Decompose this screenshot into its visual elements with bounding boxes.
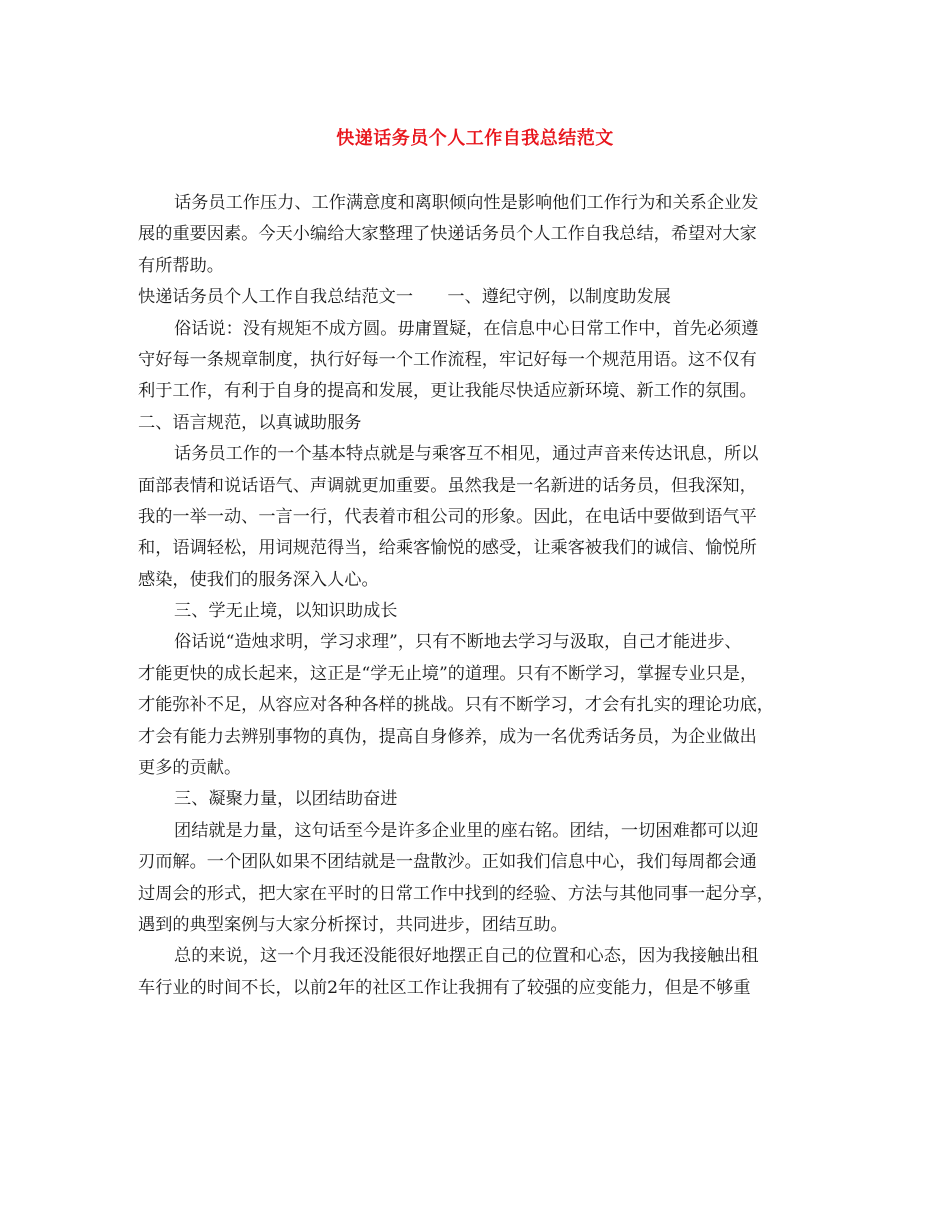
- text-line: 遇到的典型案例与大家分析探讨，共同进步，团结互助。: [138, 914, 568, 935]
- text-line: 面部表情和说话语气、声调就更加重要。虽然我是一名新进的话务员，但我深知，: [138, 475, 757, 496]
- text-line: 俗话说“造烛求明，学习求理”，只有不断地去学习与汲取，自己才能进步、: [174, 632, 742, 653]
- text-line: 我的一举一动、一言一行，代表着市租公司的形象。因此，在电话中要做到语气平: [138, 506, 757, 527]
- text-line: 过周会的形式，把大家在平时的日常工作中找到的经验、方法与其他同事一起分享，: [138, 883, 774, 904]
- text-line: 感染，使我们的服务深入人心。: [138, 569, 379, 590]
- text-line: 更多的贡献。: [138, 758, 242, 779]
- text-line: 快递话务员个人工作自我总结范文一 一、遵纪守例，以制度助发展: [138, 287, 671, 308]
- text-line: 总的来说，这一个月我还没能很好地摆正自己的位置和心态，因为我接触出租: [174, 946, 759, 967]
- text-line: 利于工作，有利于自身的提高和发展，更让我能尽快适应新环境、新工作的氛围。: [138, 381, 757, 402]
- text-line: 展的重要因素。今天小编给大家整理了快递话务员个人工作自我总结，希望对大家: [138, 224, 757, 245]
- text-line: 才能更快的成长起来，这正是“学无止境”的道理。只有不断学习，掌握专业只是，: [138, 663, 758, 684]
- text-line: 刃而解。一个团队如果不团结就是一盘散沙。正如我们信息中心，我们每周都会通: [138, 852, 757, 873]
- text-line: 才会有能力去辨别事物的真伪，提高自身修养，成为一名优秀话务员，为企业做出: [138, 726, 757, 747]
- text-line: 二、语言规范，以真诚助服务: [138, 412, 362, 433]
- text-line: 和，语调轻松，用词规范得当，给乘客愉悦的感受，让乘客被我们的诚信、愉悦所: [138, 538, 757, 559]
- text-line: 三、学无止境，以知识助成长: [174, 601, 398, 622]
- document-title: 快递话务员个人工作自我总结范文: [336, 128, 614, 149]
- text-line: 话务员工作压力、工作满意度和离职倾向性是影响他们工作行为和关系企业发: [174, 193, 759, 213]
- text-line: 才能弥补不足，从容应对各种各样的挑战。只有不断学习，才会有扎实的理论功底，: [138, 695, 774, 716]
- text-line: 有所帮助。: [138, 255, 224, 276]
- text-line: 守好每一条规章制度，执行好每一个工作流程，牢记好每一个规范用语。这不仅有: [138, 349, 757, 370]
- text-line: 三、凝聚力量，以团结助奋进: [174, 789, 398, 810]
- text-line: 车行业的时间不长，以前2年的社区工作让我拥有了较强的应变能力，但是不够重: [138, 977, 751, 998]
- text-line: 俗话说：没有规矩不成方圆。毋庸置疑，在信息中心日常工作中，首先必须遵: [174, 318, 759, 339]
- document-body: [138, 188, 828, 1004]
- text-line: 团结就是力量，这句话至今是许多企业里的座右铭。团结，一切困难都可以迎: [174, 820, 759, 841]
- text-line: 话务员工作的一个基本特点就是与乘客互不相见，通过声音来传达讯息，所以: [174, 444, 759, 465]
